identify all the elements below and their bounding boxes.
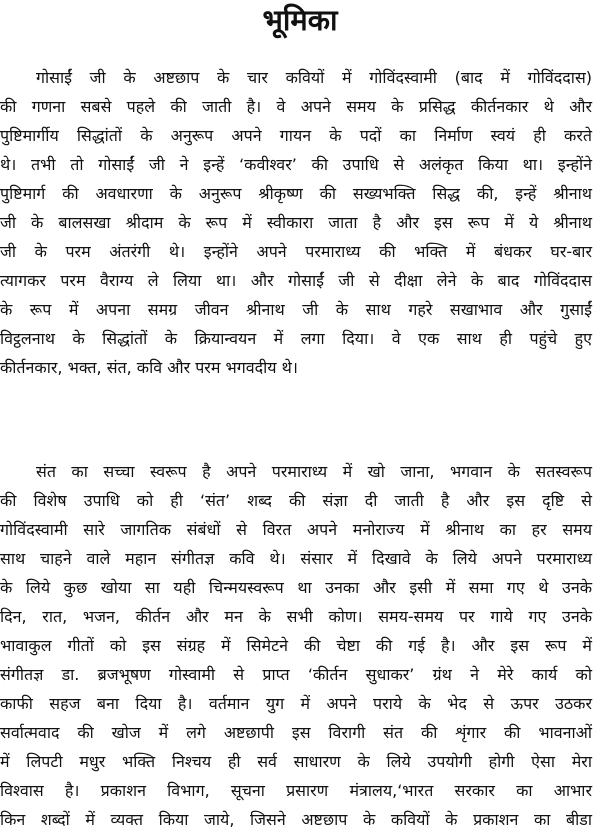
text-line: संत का सच्चा स्वरूप है अपने परमाराध्य में खो जाना, भगवान के सतस्वरूप bbox=[36, 462, 592, 481]
text-line: जी के बालसखा श्रीदाम के रूप में स्वीकारा जाता है और इस रूप में ये श्रीनाथ bbox=[0, 213, 592, 232]
text-line: की गणना सबसे पहले की जाती है। वे अपने समय के प्रसिद्ध कीर्तनकार थे और bbox=[0, 97, 592, 116]
text-line: में लिपटी मधुर भक्ति निश्चय ही सर्व साधारण के लिये उपयोगी होगी ऐसा मेरा bbox=[0, 752, 592, 771]
paragraph-1 bbox=[0, 63, 600, 382]
text-line: की विशेष उपाधि को ही ‘संत’ शब्द की संज्ञा दी जाती है और इस दृष्टि से bbox=[0, 491, 592, 510]
text-line: विट्ठलनाथ के सिद्धांतों के क्रियान्वयन में लगा दिया। वे एक साथ ही पहुंचे हुए bbox=[0, 329, 592, 348]
text-line: गोसाईं जी के अष्टछाप के चार कवियों में गोविंदस्वामी (बाद में गोविंददास) bbox=[36, 68, 592, 87]
text-line: साथ चाहने वाले महान संगीतज्ञ कवि थे। संसार में दिखावे के लिये अपने परमाराध्य bbox=[0, 549, 592, 568]
text-line: भावाकुल गीतों को इस संग्रह में सिमेटने की चेष्टा की गई है। और इस रूप में bbox=[0, 636, 592, 655]
text-line: गोविंदस्वामी सारे जागतिक संबंधों से विरत अपने मनोराज्य में श्रीनाथ का हर समय bbox=[0, 520, 592, 539]
text-line: के रूप में अपना समग्र जीवन श्रीनाथ जी के साथ गहरे सखाभाव और गुसाईं bbox=[0, 300, 592, 319]
text-line: दिन, रात, भजन, कीर्तन और मन के सभी कोण। समय-समय पर गाये गए उनके bbox=[0, 607, 592, 626]
text-line: संगीतज्ञ डा. ब्रजभूषण गोस्वामी से प्राप्त ‘कीर्तन सुधाकर’ ग्रंथ ने मेरे कार्य को bbox=[0, 665, 592, 684]
text-line: पुष्टिमार्गीय सिद्धांतों के अनुरूप अपने गायन के पदों का निर्माण स्वयं ही करते bbox=[0, 126, 592, 145]
page-title: भूमिका bbox=[262, 3, 338, 37]
text-line: जी के परम अंतरंगी थे। इन्होंने अपने परमाराध्य की भक्ति में बंधकर घर-बार bbox=[0, 242, 592, 261]
paragraph-2 bbox=[0, 457, 600, 831]
text-line: के लिये कुछ खोया सा यही चिन्मयस्वरूप था उनका और इसी में समा गए थे उनके bbox=[0, 578, 592, 597]
text-line: कीर्तनकार, भक्त, संत, कवि और परम भगवदीय थे। bbox=[0, 358, 298, 377]
text-line: सर्वात्मवाद की खोज में लगे अष्टछापी इस विरागी संत की शृंगार की भावनाओं bbox=[0, 723, 592, 742]
text-line: थे। तभी तो गोसाईं जी ने इन्हें ‘कवीश्वर’ की उपाधि से अलंकृत किया था। इन्होंने bbox=[0, 155, 592, 174]
text-line: विश्वास है। प्रकाशन विभाग, सूचना प्रसारण मंत्रालय,‘भारत सरकार का आभार bbox=[0, 781, 592, 800]
text-line: पुष्टिमार्ग की अवधारणा के अनुरूप श्रीकृष्ण की सख्यभक्ति सिद्ध की, इन्हें श्रीनाथ bbox=[0, 184, 592, 203]
text-line: किन शब्दों में व्यक्त किया जाये, जिसने अष्टछाप के कवियों के प्रकाशन का बीडा bbox=[0, 810, 592, 829]
text-line: त्यागकर परम वैराग्य ले लिया था। और गोसाईं जी से दीक्षा लेने के बाद गोविंददास bbox=[0, 271, 592, 290]
text-line: काफी सहज बना दिया है। वर्तमान युग में अपने पराये के भेद से ऊपर उठकर bbox=[0, 694, 592, 713]
